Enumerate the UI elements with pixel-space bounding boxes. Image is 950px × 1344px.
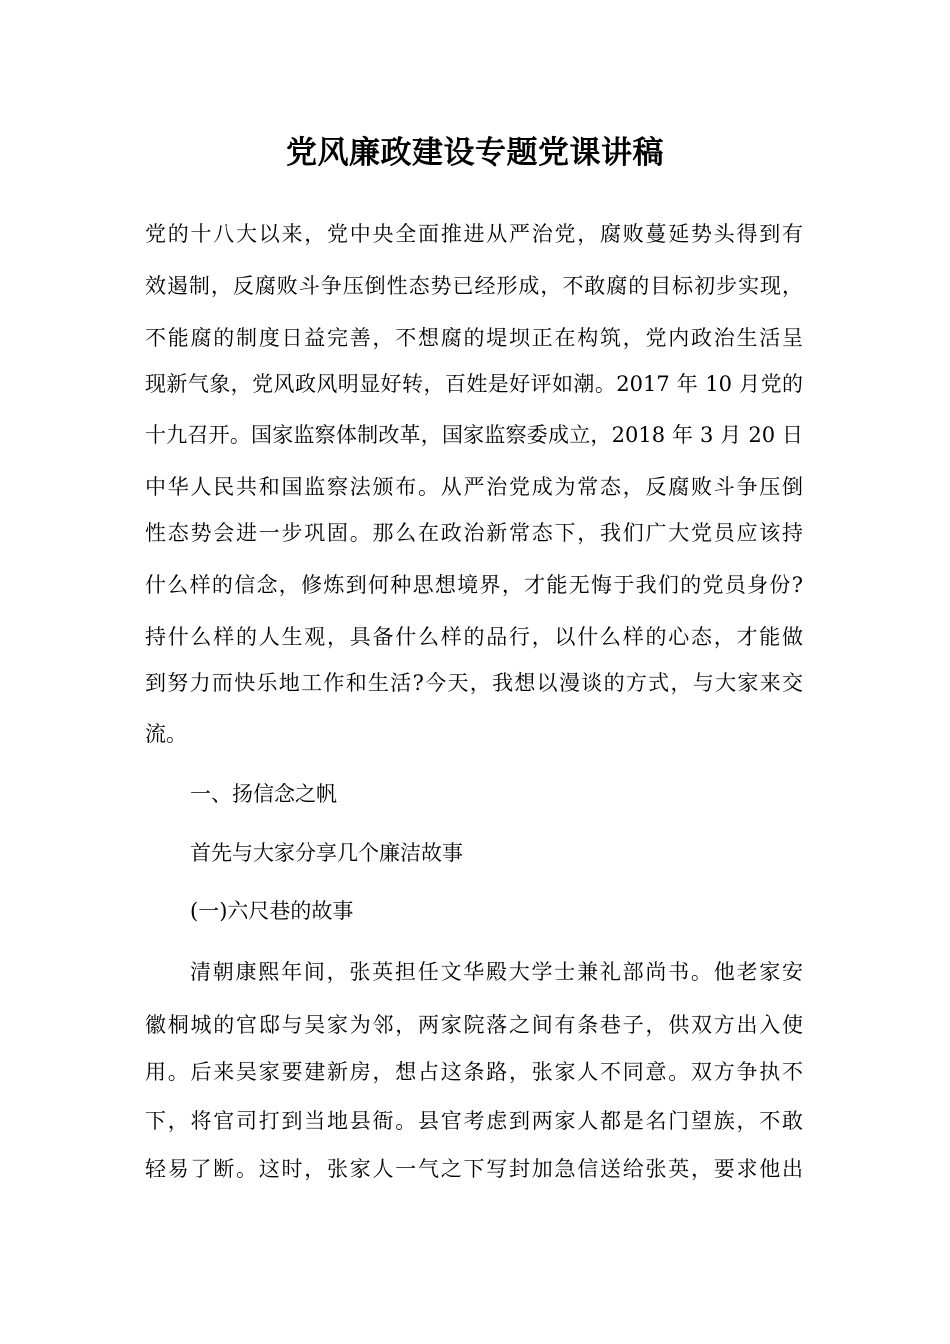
text-line: 不能腐的制度日益完善，不想腐的堤坝正在构筑，党内政治生活呈 xyxy=(145,326,803,350)
text-line: 中华人民共和国监察法颁布。从严治党成为常态，反腐败斗争压倒 xyxy=(145,475,803,499)
text-line: 下，将官司打到当地县衙。县官考虑到两家人都是名门望族，不敢 xyxy=(145,1109,803,1133)
section-heading: 一、扬信念之帆 xyxy=(190,782,337,806)
text-line: 轻易了断。这时，张家人一气之下写封加急信送给张英，要求他出 xyxy=(145,1157,803,1181)
text-line: 首先与大家分享几个廉洁故事 xyxy=(190,841,463,865)
text-line: 性态势会进一步巩固。那么在政治新常态下，我们广大党员应该持 xyxy=(145,521,803,545)
text-line: 徽桐城的官邸与吴家为邻，两家院落之间有条巷子，供双方出入使 xyxy=(145,1013,803,1037)
text-line: 什么样的信念，修炼到何种思想境界，才能无悔于我们的党员身份? xyxy=(145,573,803,597)
text-line: 十九召开。国家监察体制改革，国家监察委成立，2018 年 3 月 20 日 xyxy=(145,423,803,447)
document-title: 党风廉政建设专题党课讲稿 xyxy=(286,135,664,171)
text-line: 流。 xyxy=(145,722,187,746)
text-line: 党的十八大以来，党中央全面推进从严治党，腐败蔓延势头得到有 xyxy=(145,222,803,246)
text-line: 现新气象，党风政风明显好转，百姓是好评如潮。2017 年 10 月党的 xyxy=(145,372,803,396)
text-line: 持什么样的人生观，具备什么样的品行，以什么样的心态，才能做 xyxy=(145,625,803,649)
text-line: 到努力而快乐地工作和生活?今天，我想以漫谈的方式，与大家来交 xyxy=(145,671,803,695)
subsection-heading: (一)六尺巷的故事 xyxy=(190,899,354,923)
text-line: 效遏制，反腐败斗争压倒性态势已经形成，不敢腐的目标初步实现， xyxy=(145,274,803,298)
text-line: 用。后来吴家要建新房，想占这条路，张家人不同意。双方争执不 xyxy=(145,1060,803,1084)
text-line: 清朝康熙年间，张英担任文华殿大学士兼礼部尚书。他老家安 xyxy=(190,960,803,984)
